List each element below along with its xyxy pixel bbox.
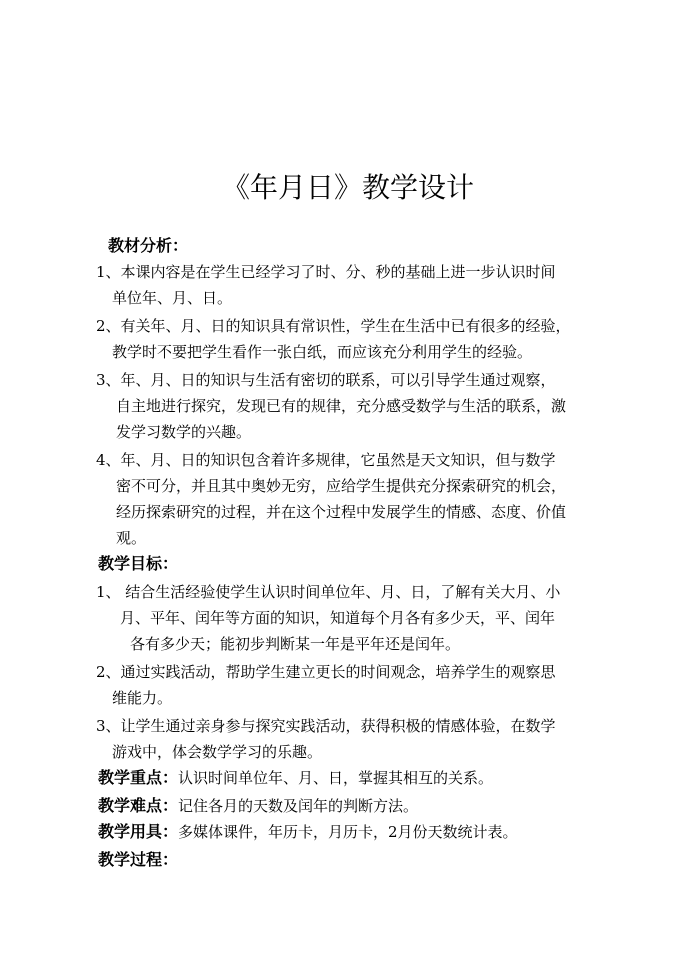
goals-heading: 教学目标： (98, 554, 179, 573)
analysis-heading: 教材分析： (108, 236, 189, 255)
tools-label: 教学用具： (98, 822, 179, 841)
goals-item-1-line-2: 月、平年、闰年等方面的知识，知道每个月各有多少天，平、闰年 (120, 609, 556, 627)
analysis-item-4-line-1: 4、年、月、日的知识包含着许多规律，它虽然是天文知识，但与数学 (96, 451, 556, 469)
analysis-item-4-line-2: 密不可分，并且其中奥妙无穷，应给学生提供充分探索研究的机会， (116, 477, 567, 495)
analysis-item-1-line-2: 单位年、月、日。 (112, 289, 233, 307)
analysis-item-4-line-3: 经历探索研究的过程，并在这个过程中发展学生的情感、态度、价值 (116, 503, 567, 521)
analysis-item-3-line-3: 发学习数学的兴趣。 (116, 423, 252, 441)
analysis-item-3-line-2: 自主地进行探究，发现已有的规律，充分感受数学与生活的联系，激 (116, 397, 567, 415)
goals-item-2-line-1: 2、通过实践活动，帮助学生建立更长的时间观念，培养学生的观察思 (96, 663, 556, 681)
analysis-item-2-line-2: 教学时不要把学生看作一张白纸，而应该充分利用学生的经验。 (112, 343, 533, 361)
goals-item-3-line-2: 游戏中，体会数学学习的乐趣。 (112, 743, 323, 761)
key-point-text: 认识时间单位年、月、日，掌握其相互的关系。 (178, 769, 494, 787)
key-point-label: 教学重点： (98, 768, 179, 787)
analysis-item-3-line-1: 3、年、月、日的知识与生活有密切的联系，可以引导学生通过观察， (96, 371, 556, 389)
analysis-item-4-line-4: 观。 (116, 529, 147, 547)
process-label: 教学过程： (98, 850, 179, 869)
page-title: 《年月日》教学设计 (221, 171, 474, 204)
tools-text: 多媒体课件，年历卡，月历卡，2月份天数统计表。 (178, 823, 518, 841)
difficulty-text: 记住各月的天数及闰年的判断方法。 (178, 797, 419, 815)
analysis-item-2-line-1: 2、有关年、月、日的知识具有常识性，学生在生活中已有很多的经验， (96, 317, 571, 335)
analysis-item-1-line-1: 1、本课内容是在学生已经学习了时、分、秒的基础上进一步认识时间 (96, 263, 556, 281)
process (98, 850, 178, 870)
tools (98, 822, 518, 842)
goals-item-1-line-3: 各有多少天；能初步判断某一年是平年还是闰年。 (130, 635, 461, 653)
goals-item-1-line-1: 1、 结合生活经验使学生认识时间单位年、月、日，了解有关大月、小 (96, 583, 561, 601)
difficulty (98, 796, 418, 816)
goals-item-3-line-1: 3、让学生通过亲身参与探究实践活动，获得积极的情感体验，在数学 (96, 717, 556, 735)
goals-item-2-line-2: 维能力。 (112, 689, 173, 707)
difficulty-label: 教学难点： (98, 796, 179, 815)
key-point (98, 768, 493, 788)
